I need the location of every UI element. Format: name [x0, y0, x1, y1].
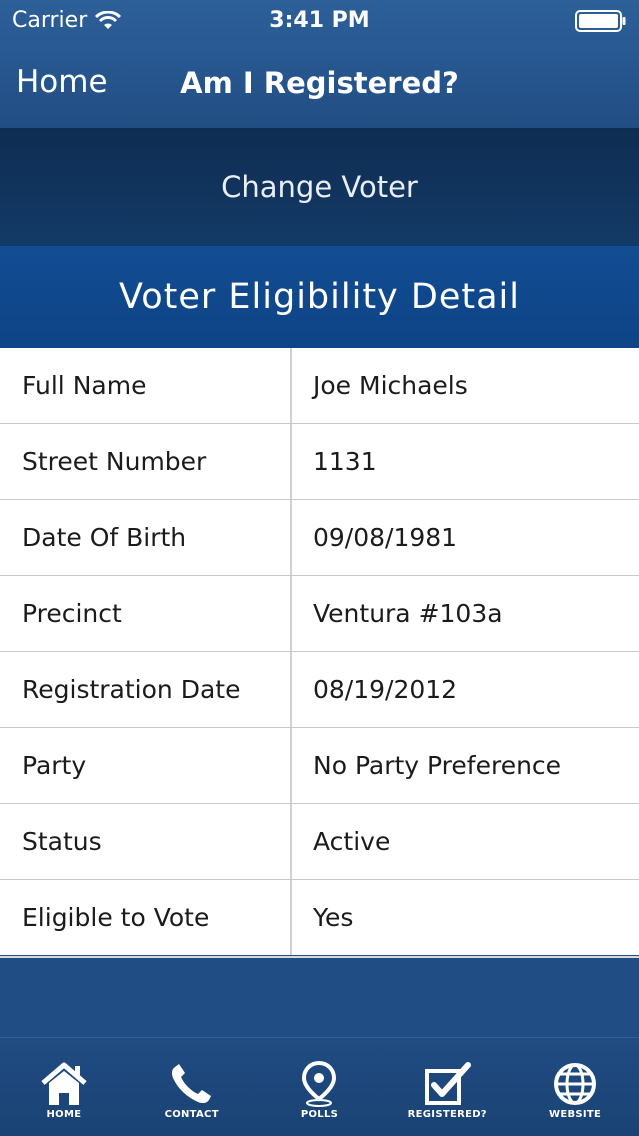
navigation-bar	[0, 42, 639, 128]
tab-website-label: WEBSITE	[549, 1109, 602, 1120]
voter-detail-table	[0, 348, 639, 955]
status-bar	[0, 0, 639, 42]
detail-label: Eligible to Vote	[0, 880, 292, 955]
battery-icon	[575, 10, 627, 32]
detail-value: 1131	[313, 447, 377, 476]
tab-contact-label: CONTACT	[164, 1109, 219, 1120]
detail-label: Date Of Birth	[0, 500, 292, 575]
change-voter-button[interactable]	[0, 128, 639, 246]
section-title	[0, 246, 639, 348]
detail-label: Precinct	[0, 576, 292, 651]
table-row	[0, 423, 639, 499]
change-voter-label: Change Voter	[221, 170, 418, 204]
status-time: 3:41 PM	[269, 8, 370, 33]
detail-label: Full Name	[0, 348, 292, 423]
carrier-label: Carrier	[12, 8, 88, 33]
detail-label: Registration Date	[0, 652, 292, 727]
detail-label: Party	[0, 728, 292, 803]
table-row	[0, 727, 639, 803]
detail-value: 08/19/2012	[313, 675, 458, 704]
page-title: Am I Registered?	[180, 66, 459, 100]
table-row	[0, 803, 639, 879]
tab-home[interactable]	[0, 1038, 128, 1136]
map-pin-icon	[294, 1061, 344, 1107]
detail-value: Joe Michaels	[313, 371, 468, 400]
detail-label: Status	[0, 804, 292, 879]
tab-registered[interactable]	[383, 1038, 511, 1136]
detail-label: Street Number	[0, 424, 292, 499]
detail-value: Active	[313, 827, 391, 856]
detail-value: Yes	[313, 903, 354, 932]
tab-bar	[0, 1037, 639, 1136]
table-bottom-divider	[0, 956, 639, 958]
table-row	[0, 575, 639, 651]
home-back-button[interactable]: Home	[16, 64, 108, 100]
table-row	[0, 879, 639, 955]
tab-registered-label: REGISTERED?	[407, 1109, 487, 1120]
header	[0, 0, 639, 128]
home-icon	[39, 1061, 89, 1107]
detail-value: No Party Preference	[313, 751, 562, 780]
detail-value: 09/08/1981	[313, 523, 458, 552]
checkbox-icon	[422, 1061, 472, 1107]
table-row	[0, 651, 639, 727]
tab-contact[interactable]	[128, 1038, 256, 1136]
tab-website[interactable]	[511, 1038, 639, 1136]
detail-value: Ventura #103a	[313, 599, 503, 628]
tab-polls[interactable]	[256, 1038, 384, 1136]
table-row	[0, 499, 639, 575]
phone-icon	[167, 1061, 217, 1107]
tab-home-label: HOME	[46, 1109, 82, 1120]
section-title-text: Voter Eligibility Detail	[119, 277, 520, 317]
tab-polls-label: POLLS	[300, 1109, 339, 1120]
table-row	[0, 348, 639, 423]
globe-icon	[550, 1061, 600, 1107]
